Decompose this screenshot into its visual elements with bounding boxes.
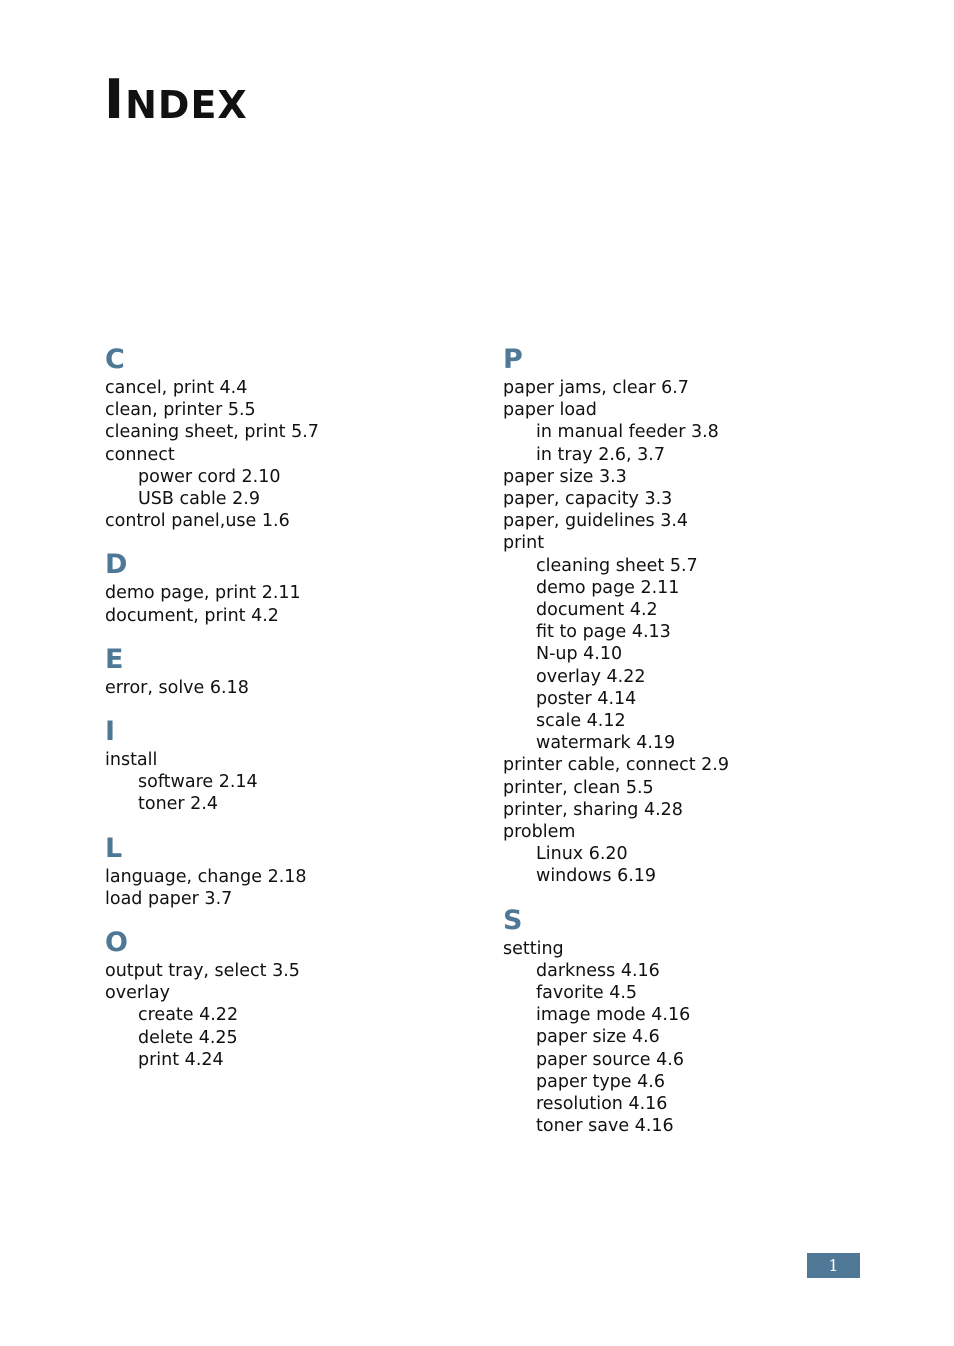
- index-section: [105, 715, 505, 816]
- index-subentry: toner save 4.16: [536, 1116, 674, 1137]
- index-subentry: windows 6.19: [536, 866, 657, 887]
- index-subentry: print 4.24: [138, 1049, 224, 1070]
- index-subentry: demo page 2.11: [536, 577, 680, 598]
- index-entry: install: [105, 750, 158, 771]
- index-section: [105, 643, 505, 699]
- index-subentry: toner 2.4: [138, 794, 219, 815]
- index-subentry: power cord 2.10: [138, 466, 281, 487]
- index-subentry: cleaning sheet 5.7: [536, 555, 698, 576]
- index-subentry: in manual feeder 3.8: [536, 422, 719, 443]
- index-entry: paper, capacity 3.3: [503, 489, 673, 510]
- page-title: [104, 68, 248, 133]
- index-subentry: create 4.22: [138, 1005, 239, 1026]
- index-letter-heading: P: [503, 344, 523, 375]
- index-subentry: resolution 4.16: [536, 1094, 668, 1115]
- index-subentry: watermark 4.19: [536, 733, 676, 754]
- index-subentry: paper size 4.6: [536, 1027, 660, 1048]
- index-entry: printer cable, connect 2.9: [503, 755, 730, 776]
- index-section: [105, 926, 505, 1071]
- index-subentry: fit to page 4.13: [536, 622, 671, 643]
- index-letter-heading: C: [105, 344, 125, 375]
- index-subentry: favorite 4.5: [536, 983, 638, 1004]
- index-subentry: paper source 4.6: [536, 1049, 684, 1070]
- index-letter-heading: L: [105, 832, 123, 864]
- index-entry: control panel,use 1.6: [105, 511, 290, 532]
- index-subentry: document 4.2: [536, 600, 658, 621]
- index-subentry: delete 4.25: [138, 1027, 238, 1048]
- index-entry: demo page, print 2.11: [105, 583, 301, 604]
- index-entry: error, solve 6.18: [105, 677, 249, 698]
- index-section: [105, 548, 505, 626]
- index-section: [105, 832, 505, 910]
- index-entry: clean, printer 5.5: [105, 400, 256, 421]
- index-entry: print: [503, 533, 545, 554]
- index-subentry: image mode 4.16: [536, 1005, 691, 1026]
- index-entry: load paper 3.7: [105, 888, 233, 909]
- index-letter-heading: O: [105, 927, 128, 959]
- index-entry: problem: [503, 822, 576, 843]
- index-entry: overlay: [105, 983, 170, 1004]
- index-column-right: [503, 343, 903, 1154]
- index-subentry: paper type 4.6: [536, 1071, 665, 1092]
- index-entry: language, change 2.18: [105, 866, 307, 887]
- page-number-badge: 1: [807, 1253, 860, 1278]
- index-letter-heading: S: [503, 904, 523, 936]
- index-subentry: USB cable 2.9: [138, 489, 260, 510]
- index-subentry: Linux 6.20: [536, 844, 628, 865]
- index-column-left: [105, 343, 505, 1087]
- index-entry: output tray, select 3.5: [105, 961, 300, 982]
- index-subentry: scale 4.12: [536, 711, 626, 732]
- index-entry: printer, sharing 4.28: [503, 799, 683, 820]
- index-entry: paper size 3.3: [503, 466, 627, 487]
- index-letter-heading: I: [105, 716, 116, 748]
- index-subentry: in tray 2.6, 3.7: [536, 444, 666, 465]
- index-section: [105, 343, 505, 532]
- index-entry: document, print 4.2: [105, 605, 279, 626]
- index-subentry: N-up 4.10: [536, 644, 623, 665]
- page-title-rest: NDEX: [125, 83, 248, 127]
- index-letter-heading: D: [105, 549, 128, 581]
- index-subentry: overlay 4.22: [536, 666, 646, 687]
- index-entry: connect: [105, 444, 175, 465]
- page-title-initial: I: [104, 68, 126, 131]
- index-entry: printer, clean 5.5: [503, 777, 654, 798]
- index-letter-heading: E: [105, 643, 124, 675]
- index-subentry: darkness 4.16: [536, 960, 660, 981]
- index-entry: paper jams, clear 6.7: [503, 378, 689, 398]
- index-subentry: poster 4.14: [536, 688, 637, 709]
- index-entry: setting: [503, 938, 564, 959]
- index-section: [503, 343, 903, 888]
- index-entry: paper load: [503, 400, 597, 421]
- index-subentry: software 2.14: [138, 772, 258, 793]
- index-entry: cleaning sheet, print 5.7: [105, 422, 319, 443]
- index-entry: cancel, print 4.4: [105, 378, 248, 398]
- index-section: [503, 904, 903, 1138]
- index-entry: paper, guidelines 3.4: [503, 511, 689, 532]
